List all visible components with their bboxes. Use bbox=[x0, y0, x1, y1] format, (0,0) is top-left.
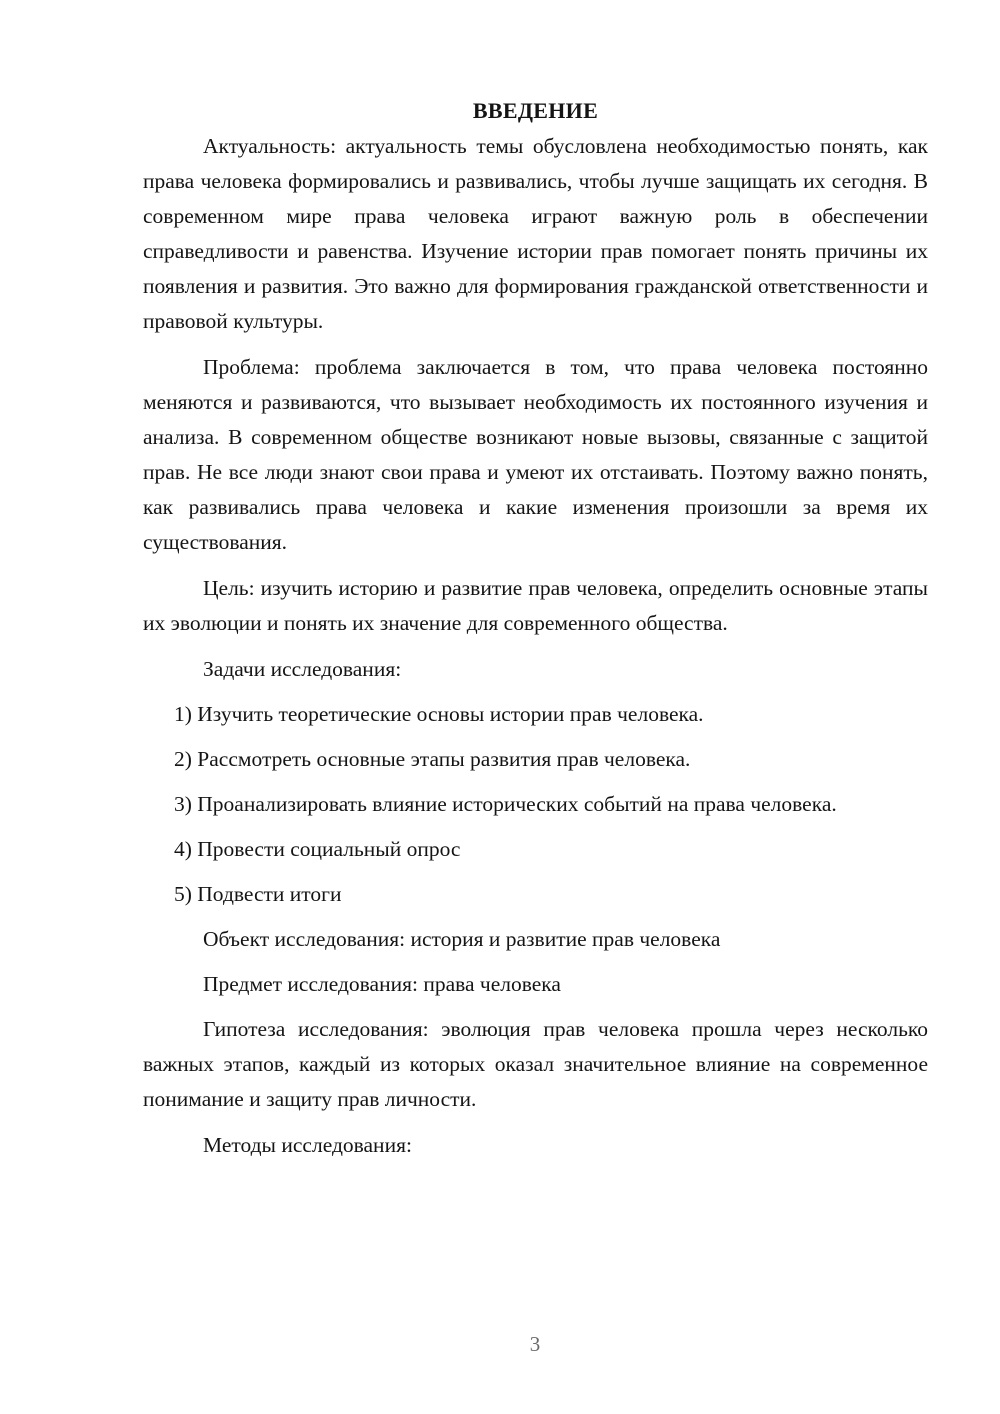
list-item: 2) Рассмотреть основные этапы развития прав человека. bbox=[174, 747, 691, 771]
list-item: 3) Проанализировать влияние исторических событий на права человека. bbox=[174, 792, 837, 816]
problem-paragraph: Проблема: проблема заключается в том, что права человека постоянно меняются и развиваются, что вызывает необходимость их постоянного изучения и анализа. В современном обществе возникают новые вызовы, связанные с защитой прав. Не все люди знают свои права и умеют их отстаивать. Поэтому важно понять, как развивались права человека и какие изменения произошли за время их существования. bbox=[143, 355, 928, 554]
list-item: 4) Провести социальный опрос bbox=[174, 837, 461, 861]
relevance-paragraph: Актуальность: актуальность темы обусловлена необходимостью понять, как права человека формировались и развивались, чтобы лучше защищать их сегодня. В современном мире права человека играют важную роль в обеспечении справедливости и равенства. Изучение истории прав помогает понять причины их появления и развития. Это важно для формирования гражданской ответственности и правовой культуры. bbox=[143, 134, 928, 333]
methods-heading: Методы исследования: bbox=[203, 1133, 412, 1157]
hypothesis-paragraph: Гипотеза исследования: эволюция прав человека прошла через несколько важных этапов, каждый из которых оказал значительное влияние на современное понимание и защиту прав личности. bbox=[143, 1017, 928, 1111]
subject-paragraph: Предмет исследования: права человека bbox=[203, 972, 561, 996]
page-number: 3 bbox=[529, 1332, 541, 1356]
tasks-list bbox=[143, 697, 928, 912]
list-item: 1) Изучить теоретические основы истории прав человека. bbox=[174, 702, 704, 726]
object-paragraph: Объект исследования: история и развитие прав человека bbox=[203, 927, 721, 951]
list-item: 5) Подвести итоги bbox=[174, 882, 342, 906]
tasks-heading: Задачи исследования: bbox=[203, 657, 402, 681]
goal-paragraph: Цель: изучить историю и развитие прав человека, определить основные этапы их эволюции и понять их значение для современного общества. bbox=[143, 576, 928, 635]
page-title: ВВЕДЕНИЕ bbox=[472, 98, 599, 123]
document-page bbox=[143, 95, 928, 1173]
